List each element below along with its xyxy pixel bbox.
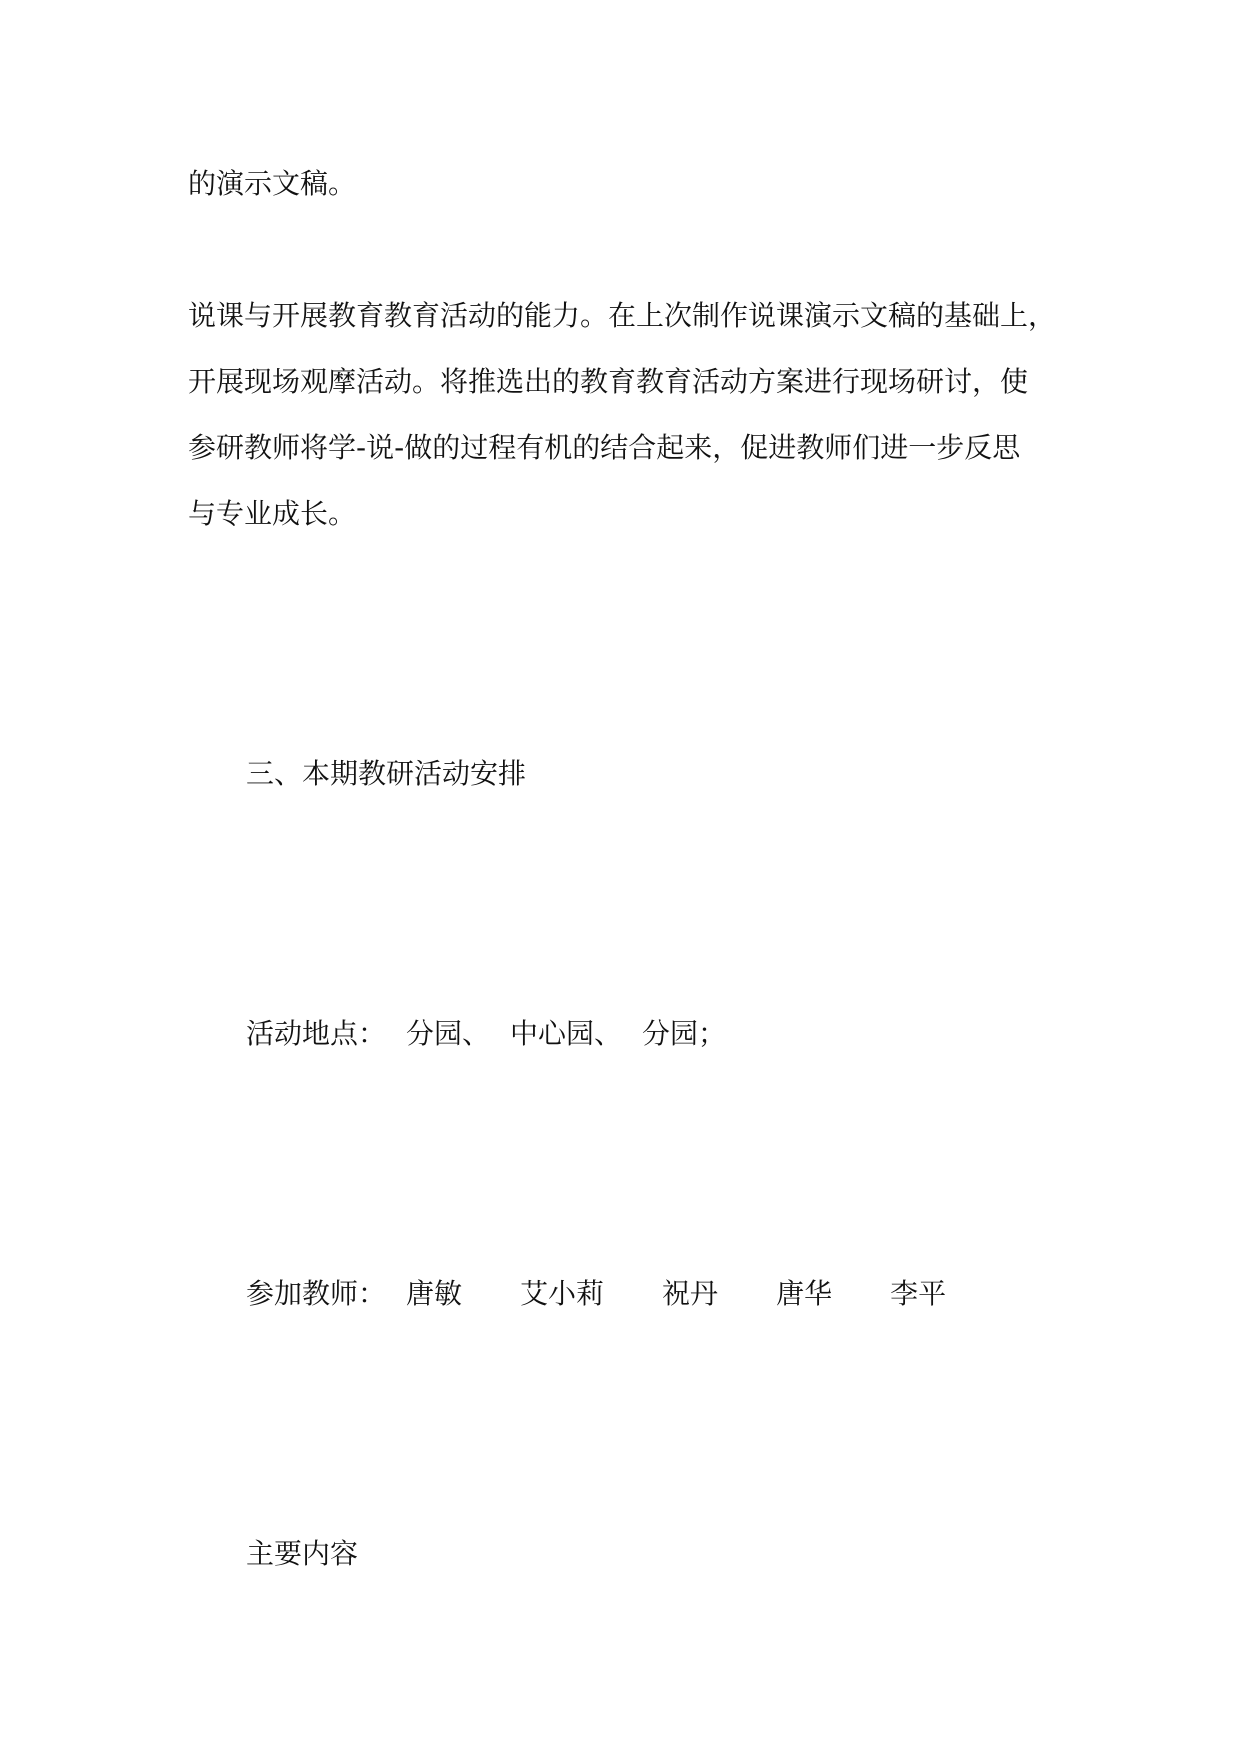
location-value: 分园、 [406,1017,491,1050]
teachers-label: 参加教师： [246,1277,387,1310]
participating-teachers-line [246,1276,946,1312]
continuation-line: 的演示文稿。 [188,167,357,200]
paragraph-line: 说课与开展教育教育活动的能力。在上次制作说课演示文稿的基础上， [188,299,1057,332]
location-label: 活动地点： [246,1017,387,1050]
section-heading: 三、本期教研活动安排 [246,757,527,790]
location-value: 分园； [642,1017,727,1050]
teacher-name: 艾小莉 [520,1277,605,1310]
teacher-name: 李平 [890,1277,947,1310]
main-content-label: 主要内容 [246,1537,359,1570]
paragraph-line: 开展现场观摩活动。将推选出的教育教育活动方案进行现场研讨，使 [188,365,1029,398]
teacher-name: 唐华 [776,1277,833,1310]
teacher-name: 唐敏 [406,1277,463,1310]
location-value: 中心园、 [510,1017,623,1050]
paragraph-line: 参研教师将学-说-做的过程有机的结合起来，促进教师们进一步反思 [188,431,1021,464]
teacher-name: 祝丹 [662,1277,719,1310]
paragraph-line: 与专业成长。 [188,497,357,530]
activity-location-line [246,1016,726,1052]
